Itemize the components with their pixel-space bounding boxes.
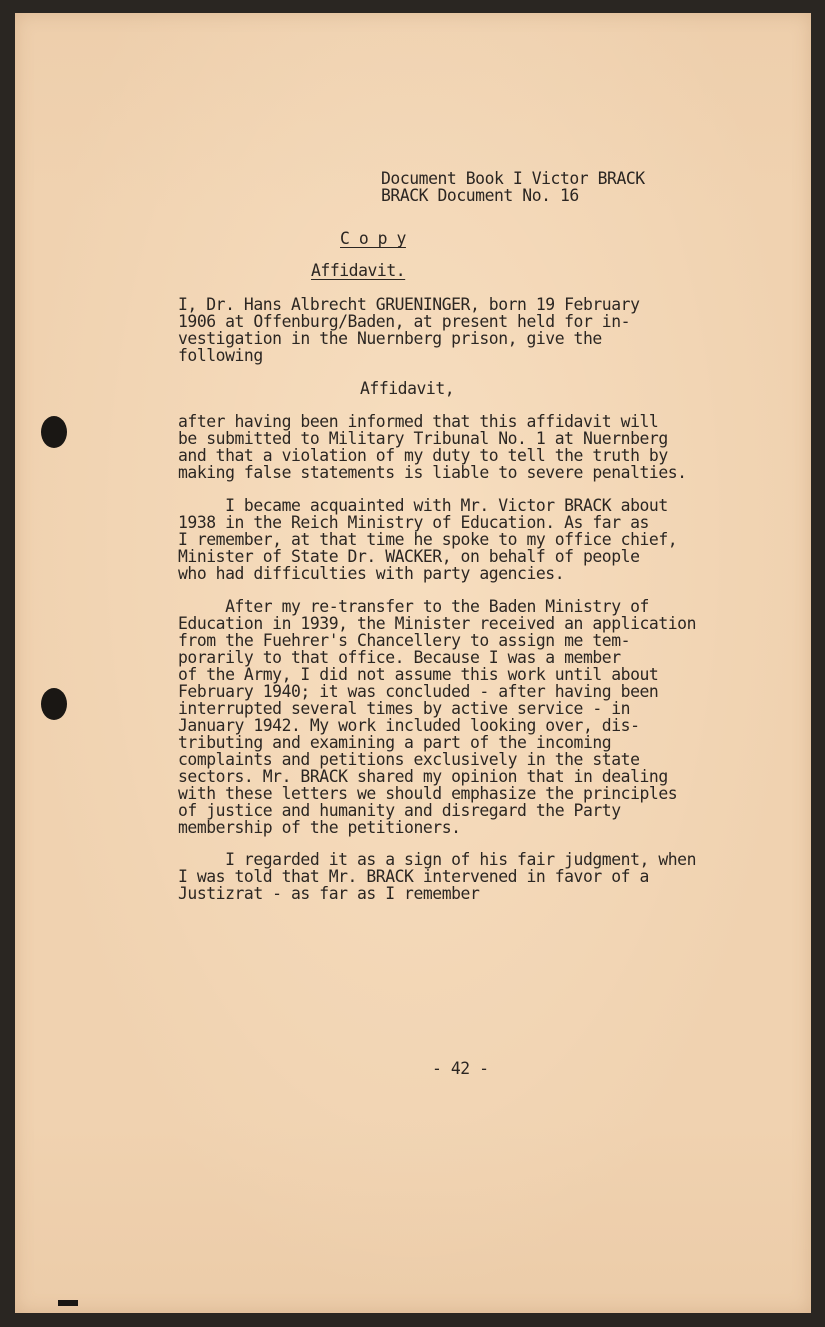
paragraph-line: with these letters we should emphasize the principles <box>178 784 678 803</box>
paragraph-line: porarily to that office. Because I was a member <box>178 648 621 667</box>
affidavit-heading: Affidavit, <box>360 379 455 398</box>
paragraph-line: making false statements is liable to severe penalties. <box>178 463 687 482</box>
paragraph-line: membership of the petitioners. <box>178 818 461 837</box>
paragraph-line: of the Army, I did not assume this work until about <box>178 665 659 684</box>
paragraph-line: be submitted to Military Tribunal No. 1 at Nuernberg <box>178 429 668 448</box>
copy-label: C o p y <box>340 229 406 248</box>
paragraph-line: sectors. Mr. BRACK shared my opinion that in dealing <box>178 767 668 786</box>
intro-line: 1906 at Offenburg/Baden, at present held for in- <box>178 312 631 331</box>
paragraph-line: I became acquainted with Mr. Victor BRACK about <box>178 496 668 515</box>
paragraph-line: Justizrat - as far as I remember <box>178 884 480 903</box>
punch-hole-icon <box>41 416 67 448</box>
intro-line: vestigation in the Nuernberg prison, give the <box>178 329 602 348</box>
paragraph-line: and that a violation of my duty to tell the truth by <box>178 446 668 465</box>
intro-line: following <box>178 346 263 365</box>
paragraph-line: February 1940; it was concluded - after having been <box>178 682 659 701</box>
paragraph-line: January 1942. My work included looking over, dis- <box>178 716 640 735</box>
paragraph-line: I remember, at that time he spoke to my office chief, <box>178 530 678 549</box>
page-number: - 42 - <box>432 1059 489 1078</box>
paragraph-line: who had difficulties with party agencies. <box>178 564 565 583</box>
paragraph-line: of justice and humanity and disregard the Party <box>178 801 621 820</box>
paragraph-line: complaints and petitions exclusively in the state <box>178 750 640 769</box>
affidavit-title: Affidavit. <box>311 261 406 280</box>
header-document-number: BRACK Document No. 16 <box>381 186 579 205</box>
paragraph-line: Education in 1939, the Minister received an application <box>178 614 696 633</box>
punch-hole-icon <box>41 688 67 720</box>
paragraph-line: Minister of State Dr. WACKER, on behalf of people <box>178 547 640 566</box>
intro-line: I, Dr. Hans Albrecht GRUENINGER, born 19 February <box>178 295 640 314</box>
paragraph-line: After my re-transfer to the Baden Ministry of <box>178 597 649 616</box>
paragraph-line: I regarded it as a sign of his fair judgment, when <box>178 850 696 869</box>
paragraph-line: interrupted several times by active service - in <box>178 699 631 718</box>
paragraph-line: tributing and examining a part of the incoming <box>178 733 612 752</box>
paragraph-line: after having been informed that this affidavit will <box>178 412 659 431</box>
header-document-book: Document Book I Victor BRACK <box>381 169 645 188</box>
paragraph-line: 1938 in the Reich Ministry of Education. As far as <box>178 513 649 532</box>
paragraph-line: I was told that Mr. BRACK intervened in favor of a <box>178 867 649 886</box>
paragraph-line: from the Fuehrer's Chancellery to assign me tem- <box>178 631 631 650</box>
binding-mark <box>58 1300 78 1306</box>
